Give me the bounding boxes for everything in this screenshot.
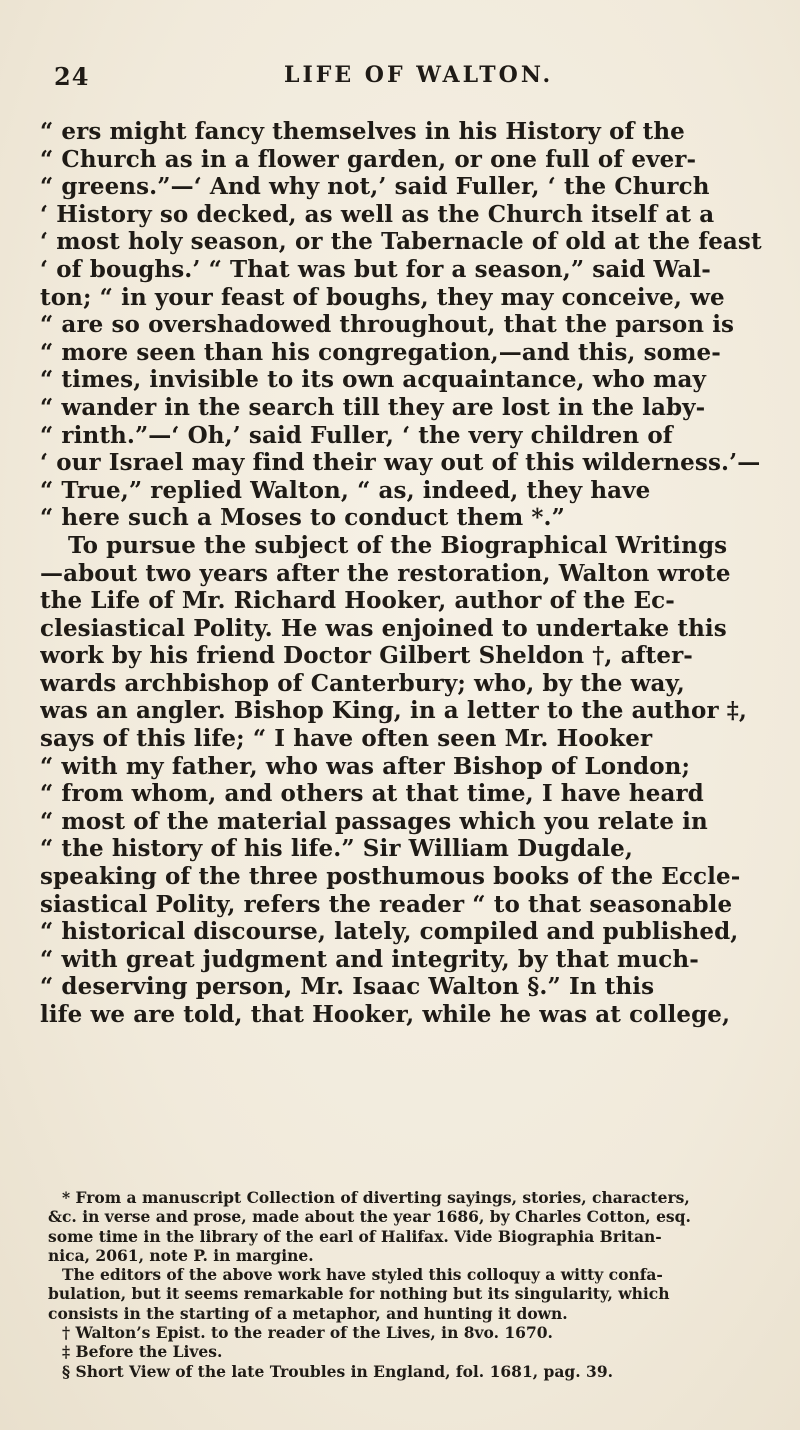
footnote-line: consists in the starting of a metaphor, and hunting it down. — [48, 1303, 568, 1323]
text-line: the Life of Mr. Richard Hooker, author of the Ec- — [40, 587, 675, 615]
text-line: wards archbishop of Canterbury; who, by the way, — [40, 669, 685, 697]
footnote-line: * From a manuscript Collection of diverting sayings, stories, characters, — [62, 1188, 690, 1207]
text-line: ‘ of boughs.’ “ That was but for a season,” said Wal- — [40, 255, 711, 283]
text-line: “ more seen than his congregation,—and this, some- — [40, 338, 721, 366]
text-line: “ wander in the search till they are lost in the laby- — [40, 393, 706, 421]
footnote-line: ‡ Before the Lives. — [62, 1342, 223, 1362]
text-line: ‘ History so decked, as well as the Church itself at a — [40, 200, 715, 228]
text-line: ton; “ in your feast of boughs, they may conceive, we — [40, 283, 725, 311]
text-line: “ greens.”—‘ And why not,’ said Fuller, ‘ the Church — [40, 173, 710, 201]
page-header — [44, 62, 764, 102]
text-line: “ here such a Moses to conduct them *.” — [40, 504, 565, 532]
text-line: “ Church as in a flower garden, or one full of ever- — [40, 145, 697, 173]
text-line: “ times, invisible to its own acquaintance, who may — [40, 366, 706, 394]
text-line: siastical Polity, refers the reader “ to that seasonable — [40, 890, 733, 918]
text-line: clesiastical Polity. He was enjoined to undertake this — [40, 614, 727, 642]
text-line: “ ers might fancy themselves in his History of the — [40, 118, 685, 145]
page-number: 24 — [54, 62, 90, 91]
running-title: LIFE OF WALTON. — [284, 62, 554, 88]
footnote-line: The editors of the above work have styled this colloquy a witty confa- — [62, 1265, 663, 1285]
footnote-line: nica, 2061, note P. in margine. — [48, 1245, 314, 1265]
text-line: ‘ our Israel may find their way out of this wilderness.’— — [40, 449, 761, 477]
text-line: “ rinth.”—‘ Oh,’ said Fuller, ‘ the very children of — [40, 421, 673, 449]
text-line: “ True,” replied Walton, “ as, indeed, they have — [40, 476, 651, 504]
text-line: speaking of the three posthumous books of the Eccle- — [40, 863, 741, 891]
text-line: life we are told, that Hooker, while he was at college, — [40, 1001, 731, 1028]
text-line: “ with my father, who was after Bishop of London; — [40, 752, 691, 780]
footnote-line: † Walton’s Epist. to the reader of the Lives, in 8vo. 1670. — [62, 1323, 553, 1343]
text-line: —about two years after the restoration, Walton wrote — [40, 559, 731, 587]
text-line: “ most of the material passages which you relate in — [40, 807, 708, 835]
text-line: ‘ most holy season, or the Tabernacle of old at the feast — [40, 228, 762, 256]
paragraph-start-line: To pursue the subject of the Biographical Writings — [68, 531, 728, 559]
text-line: says of this life; “ I have often seen Mr. Hooker — [40, 725, 653, 753]
footnote-line: some time in the library of the earl of Halifax. Vide Biographia Britan- — [48, 1226, 662, 1246]
footnote-line: bulation, but it seems remarkable for nothing but its singularity, which — [48, 1284, 670, 1304]
footnote-line: § Short View of the late Troubles in England, fol. 1681, pag. 39. — [62, 1361, 613, 1381]
body-text — [40, 118, 780, 1029]
text-line: “ the history of his life.” Sir William Dugdale, — [40, 835, 633, 863]
text-line: “ are so overshadowed throughout, that the parson is — [40, 311, 735, 339]
text-line: “ from whom, and others at that time, I have heard — [40, 780, 704, 808]
text-line: was an angler. Bishop King, in a letter to the author ‡, — [40, 697, 747, 725]
text-line: “ deserving person, Mr. Isaac Walton §.” In this — [40, 973, 655, 1001]
text-line: work by his friend Doctor Gilbert Sheldon †, after- — [40, 642, 693, 670]
footnotes — [48, 1188, 778, 1381]
text-line: “ historical discourse, lately, compiled and published, — [40, 918, 739, 946]
text-line: “ with great judgment and integrity, by that much- — [40, 945, 699, 973]
footnote-line: &c. in verse and prose, made about the year 1686, by Charles Cotton, esq. — [48, 1207, 691, 1227]
